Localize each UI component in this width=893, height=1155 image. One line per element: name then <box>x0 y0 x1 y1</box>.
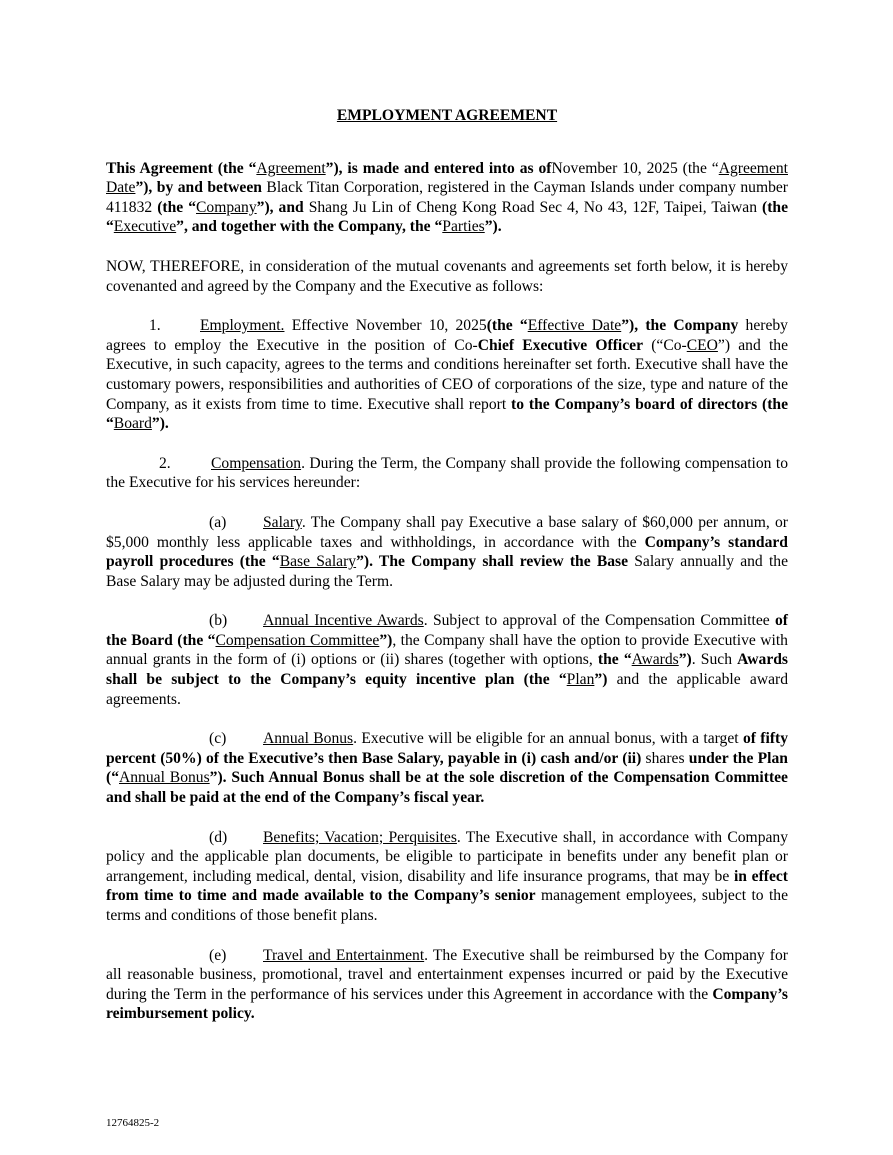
executive-description: Shang Ju Lin of Cheng Kong Road Sec 4, No 43, 12F, Taipei, Taiwan <box>308 198 757 216</box>
section-2-compensation: 2. Compensation. During the Term, the Company shall provide the following compensation to the Executive for his services hereunder: <box>106 454 788 492</box>
subsection-heading: Annual Incentive Awards <box>263 612 424 630</box>
agreement-date-value: November 10, 2025 <box>551 159 678 177</box>
defined-term-agreement-date: Agreement Date <box>106 159 788 197</box>
subsection-label: (c) <box>209 730 227 748</box>
defined-term-executive: Executive <box>113 218 177 236</box>
defined-term-annual-bonus: Annual Bonus <box>119 769 210 787</box>
subsection-label: (b) <box>209 612 228 630</box>
subsection-label: (d) <box>209 828 228 846</box>
subsection-heading: Salary <box>263 513 302 531</box>
document-footer-id: 12764825-2 <box>106 1117 160 1129</box>
defined-term-agreement: Agreement <box>256 159 326 177</box>
subsection-d-benefits: (d) Benefits; Vacation; Perquisites. The Executive shall, in accordance with Company policy and the applicable plan documents, be eligible to participate in benefits under any benefit plan or arrangement, including medical, dental, vision, disability and life insurance programs, that may be in effect from time to time and made available to the Company’s senior management employees, subject to the terms and conditions of those benefit plans. <box>106 828 789 924</box>
section-heading: Compensation <box>211 454 302 472</box>
subsection-label: (e) <box>209 946 227 964</box>
section-number: 1. <box>149 317 161 335</box>
defined-term-ceo: CEO <box>686 336 718 354</box>
intro-paragraph: This Agreement (the “Agreement”), is made and entered into as ofNovember 10, 2025 (the “Agreement Date”), by and between Black Titan Corporation, registered in the Cayman Islands under company number 411832 (the “Company”), and Shang Ju Lin of Cheng Kong Road Sec 4, No 43, 12F, Taipei, Taiwan (the “Executive”, and together with the Company, the “Parties”). <box>106 159 789 236</box>
subsection-heading: Benefits; Vacation; Perquisites <box>263 828 457 846</box>
company-description: Black Titan Corporation, registered in the Cayman Islands under company number 411832 <box>106 179 789 216</box>
subsection-a-salary: (a) Salary. The Company shall pay Executive a base salary of $60,000 per annum, or $5,000 monthly less applicable taxes and withholdings, in accordance with the Company’s standard payroll procedures (the “Base Salary”). The Company shall review the Base Salary annually and the Base Salary may be adjusted during the Term. <box>106 513 788 590</box>
defined-term-parties: Parties <box>442 218 485 236</box>
subsection-heading: Annual Bonus <box>263 730 354 748</box>
defined-term-effective-date: Effective Date <box>527 317 622 335</box>
recital-paragraph: NOW, THEREFORE, in consideration of the mutual covenants and agreements set forth below, it is hereby covenanted and agreed by the Company and the Executive as follows: <box>106 257 788 295</box>
subsection-c-annual-bonus: (c) Annual Bonus. Executive will be eligible for an annual bonus, with a target of fifty percent (50%) of the Executive’s then Base Salary, payable in (i) cash and/or (ii) shares under the Plan (“Annual Bonus”). Such Annual Bonus shall be at the sole discretion of the Compensation Committee and shall be paid at the end of the Company’s fiscal year. <box>106 730 788 807</box>
subsection-heading: Travel and Entertainment <box>263 946 425 964</box>
defined-term-base-salary: Base Salary <box>279 553 357 571</box>
section-number: 2. <box>159 454 171 472</box>
section-heading: Employment. <box>200 317 285 335</box>
defined-term-company: Company <box>196 198 257 216</box>
defined-term-compensation-committee: Compensation Committee <box>215 631 380 649</box>
defined-term-board: Board <box>113 415 152 433</box>
subsection-label: (a) <box>209 513 227 531</box>
subsection-e-travel: (e) Travel and Entertainment. The Executive shall be reimbursed by the Company for all reasonable business, promotional, travel and entertainment expenses incurred or paid by the Executive during the Term in the performance of his services under this Agreement in accordance with the Company’s reimbursement policy. <box>106 946 788 1023</box>
defined-term-plan: Plan <box>566 671 595 689</box>
subsection-b-annual-incentive-awards: (b) Annual Incentive Awards. Subject to approval of the Compensation Committee of the Board (the “Compensation Committee”), the Company shall have the option to provide Executive with annual grants in the form of (i) options or (ii) shares (together with options, the “Awards”). Such Awards shall be subject to the Company’s equity incentive plan (the “Plan”) and the applicable award agreements. <box>106 612 788 708</box>
section-1-employment: 1. Employment. Effective November 10, 2025(the “Effective Date”), the Company hereby agrees to employ the Executive in the position of Co-Chief Executive Officer (“Co-CEO”) and the Executive, in such capacity, agrees to the terms and conditions hereinafter set forth. Executive shall have the customary powers, responsibilities and authorities of CEO of corporations of the size, type and nature of the Company, as it exists from time to time. Executive shall report to the Company’s board of directors (the “Board”). <box>106 317 788 433</box>
document-body <box>106 106 788 1024</box>
defined-term-awards: Awards <box>631 651 679 669</box>
document-title: EMPLOYMENT AGREEMENT <box>336 107 558 124</box>
